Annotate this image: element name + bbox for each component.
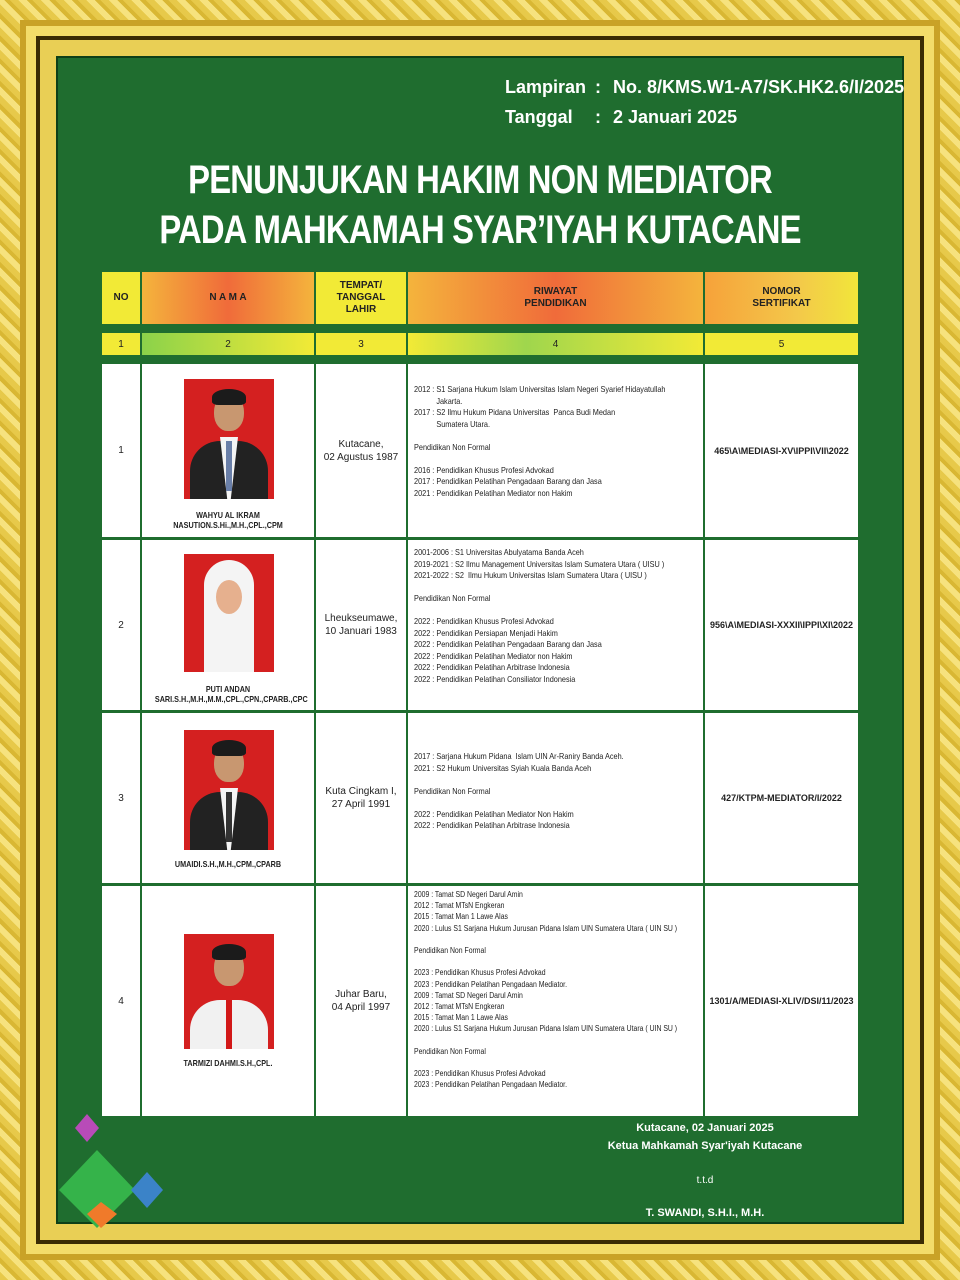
judge-name: TARMIZI DAHMI.S.H.,CPL. [183,1058,273,1068]
index-cell: 1 [102,333,140,355]
judge-photo [184,730,274,850]
lampiran-label: Lampiran [505,77,587,97]
lampiran-value: No. 8/KMS.W1-A7/SK.HK2.6/I/2025 [613,77,905,97]
riwayat-text: 2001-2006 : S1 Universitas Abulyatama Banda Aceh 2019-2021 : S2 Ilmu Management Universitas Islam Sumatera Utara ( UISU ) 2021-2022 : S2 Ilmu Hukum Universitas Islam Sumatera Utara ( UISU ) Pendidikan Non Formal 2022 : Pendidikan Khusus Profesi Advokad 2022 : Pendidikan Persiapan Menjadi Hakim 2022 : Pendidikan Pelatihan Pengadaan Barang dan Jasa 2022 : Pendidikan Pelatihan Mediator non Hakim 2022 : Pendidikan Pelatihan Arbitrase Indonesia 2022 : Pendidikan Pelatihan Consiliator Indonesia [414,547,665,684]
row-cert: 465\A\MEDIASI-XV\IPPI\VII\2022 [705,364,858,537]
page-title-line-1: PENUNJUKAN HAKIM NON MEDIATOR [188,158,772,202]
header-sertifikat: NOMOR SERTIFIKAT [705,272,858,324]
judge-photo [184,379,274,499]
row-photo-cell [142,540,314,710]
header-no: NO [102,272,140,324]
judge-name: UMAIDI.S.H.,M.H.,CPM.,CPARB [174,859,282,869]
row-ttl: Kuta Cingkam I, 27 April 1991 [316,713,406,883]
judge-name: PUTI ANDAN SARI.S.H.,M.H.,M.M.,CPL.,CPN.,CPARB.,CPC [154,684,308,704]
row-no: 4 [102,886,140,1116]
header-ttl: TEMPAT/ TANGGAL LAHIR [316,272,406,324]
row-photo-cell [142,713,314,883]
row-ttl: Juhar Baru, 04 April 1997 [316,886,406,1116]
row-no: 1 [102,364,140,537]
riwayat-text: 2017 : Sarjana Hukum Pidana Islam UIN Ar-Raniry Banda Aceh. 2021 : S2 Hukum Universitas Syiah Kuala Banda Aceh Pendidikan Non Formal 2022 : Pendidikan Pelatihan Mediator Non Hakim 2022 : Pendidikan Pelatihan Arbitrase Indonesia [414,751,624,830]
decorative-diamonds [55,1110,170,1230]
row-riwayat [408,886,703,1116]
page-title-line-2: PADA MAHKAMAH SYAR’IYAH KUTACANE [159,208,801,252]
tanggal-label: Tanggal [505,107,573,127]
row-cert: 1301/A/MEDIASI-XLIV/DSI/11/2023 [705,886,858,1116]
row-ttl: Kutacane, 02 Agustus 1987 [316,364,406,537]
judge-photo [184,554,274,672]
row-riwayat [408,540,703,710]
index-cell: 5 [705,333,858,355]
sign-position: Ketua Mahkamah Syar'iyah Kutacane [607,1140,803,1152]
row-photo-cell [142,886,314,1116]
sign-place-date: Kutacane, 02 Januari 2025 [636,1122,774,1134]
attachment-info [505,72,904,132]
header-nama: N A M A [142,272,314,324]
judge-photo [184,934,274,1049]
header-riwayat: RIWAYAT PENDIDIKAN [408,272,703,324]
judge-name: WAHYU AL IKRAM NASUTION.S.Hi.,M.H.,CPL.,CPM [173,510,283,530]
index-cell: 2 [142,333,314,355]
row-no: 3 [102,713,140,883]
row-riwayat [408,713,703,883]
riwayat-text: 2012 : S1 Sarjana Hukum Islam Universitas Islam Negeri Syarief Hidayatullah Jakarta. 2017 : S2 Ilmu Hukum Pidana Universitas Panca Budi Medan Sumatera Utara. Pendidikan Non Formal 2016 : Pendidikan Khusus Profesi Advokad 2017 : Pendidikan Pelatihan Pengadaan Barang dan Jasa 2021 : Pendidikan Pelatihan Mediator non Hakim [414,384,666,498]
row-photo-cell [142,364,314,537]
tanggal-sep: : [595,107,601,127]
sign-name: T. SWANDI, S.H.I., M.H. [645,1207,765,1219]
lampiran-sep: : [595,77,601,97]
riwayat-text: 2009 : Tamat SD Negeri Darul Amin 2012 : Tamat MTsN Engkeran 2015 : Tamat Man 1 Lawe Alas 2020 : Lulus S1 Sarjana Hukum Jurusan Pidana Islam UIN Sumatera Utara ( UIN SU ) Pendidikan Non Formal 2023 : Pendidikan Khusus Profesi Advokad 2023 : Pendidikan Pelatihan Pengadaan Mediator. 2009 : Tamat SD Negeri Darul Amin 2012 : Tamat MTsN Engkeran 2015 : Tamat Man 1 Lawe Alas 2020 : Lulus S1 Sarjana Hukum Jurusan Pidana Islam UIN Sumatera Utara ( UIN SU ) Pendidikan Non Formal 2023 : Pendidikan Khusus Profesi Advokad 2023 : Pendidikan Pelatihan Pengadaan Mediator. [414,890,678,1090]
row-cert: 956\A\MEDIASI-XXXII\IPPI\XI\2022 [705,540,858,710]
row-riwayat [408,364,703,537]
index-cell: 3 [316,333,406,355]
row-cert: 427/KTPM-MEDIATOR/I/2022 [705,713,858,883]
row-no: 2 [102,540,140,710]
row-ttl: Lheukseumawe, 10 Januari 1983 [316,540,406,710]
index-cell: 4 [408,333,703,355]
tanggal-value: 2 Januari 2025 [613,107,738,127]
sign-ttd: t.t.d [696,1175,714,1186]
